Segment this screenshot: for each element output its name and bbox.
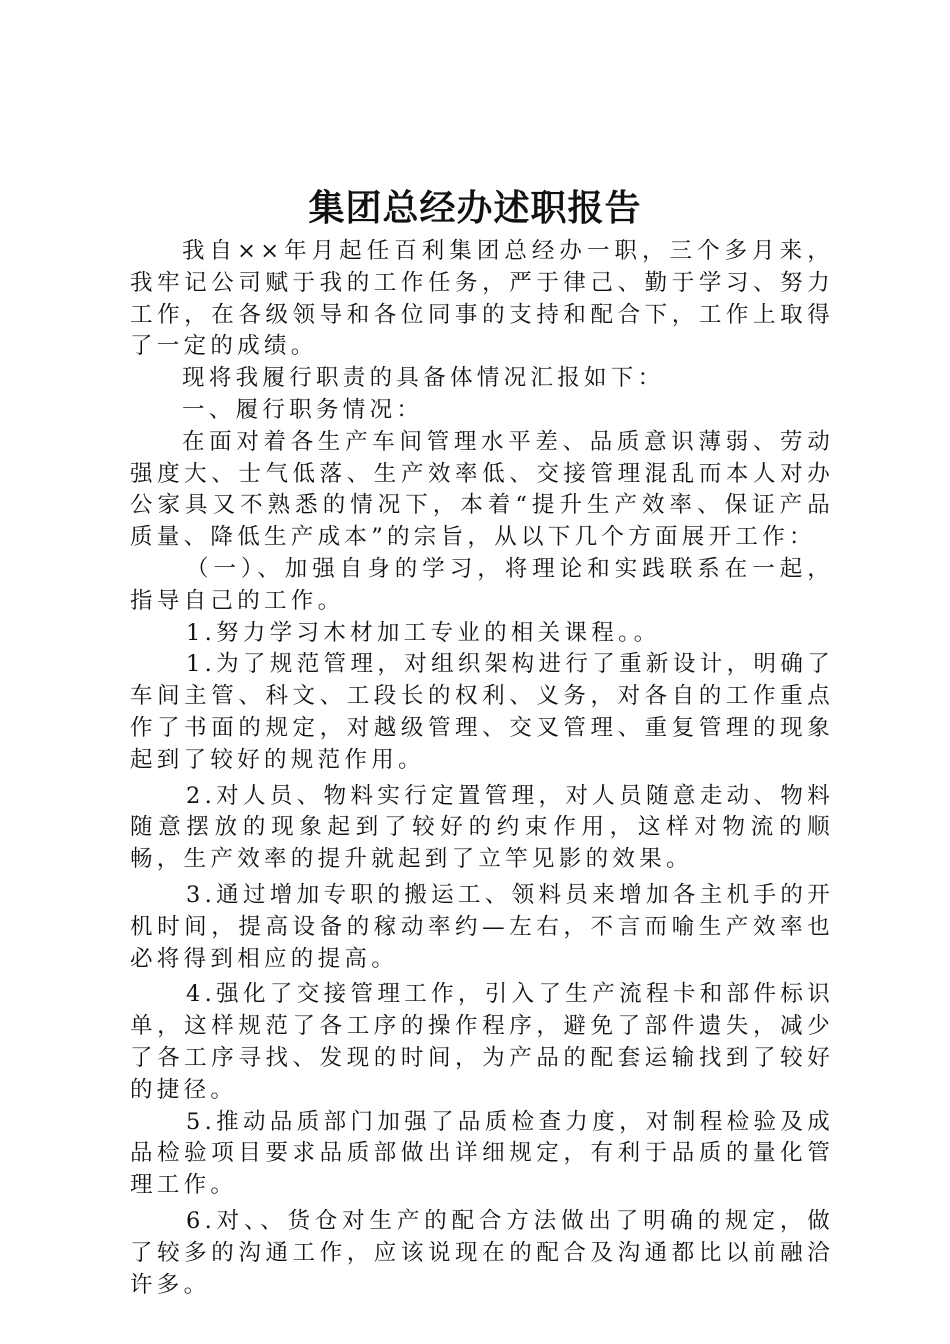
section-heading-duties: 一、履行职务情况： xyxy=(182,396,424,423)
paragraph-report-lead: 现将我履行职责的具备体情况汇报如下： xyxy=(182,365,665,392)
list-item-organization: 1.为了规范管理，对组织架构进行了重新设计，明确了车间主管、科文、工段长的权利、义务，对各自的工作重点作了书面的规定，对越级管理、交叉管理、重复管理的现象起到了较好的规范作用。 xyxy=(130,651,834,773)
list-item-warehouse-coordination: 6.对、、货仓对生产的配合方法做出了明确的规定，做了较多的沟通工作，应该说现在的配合及沟通都比以前融洽许多。 xyxy=(130,1207,834,1298)
document-title: 集团总经办述职报告 xyxy=(308,188,642,229)
subsection-heading-study: （一）、加强自身的学习，将理论和实践联系在一起，指导自己的工作。 xyxy=(130,555,834,614)
paragraph-situation: 在面对着各生产车间管理水平差、品质意识薄弱、劳动强度大、士气低落、生产效率低、交接管理混乱而本人对办公家具又不熟悉的情况下，本着“提升生产效率、保证产品质量、降低生产成本”的宗旨，从以下几个方面展开工作： xyxy=(130,428,834,551)
list-item-quality-inspection: 5.推动品质部门加强了品质检查力度，对制程检验及成品检验项目要求品质部做出详细规定，有利于品质的量化管理工作。 xyxy=(130,1108,834,1199)
list-item-study-courses: 1.努力学习木材加工专业的相关课程。。 xyxy=(186,619,661,646)
list-item-equipment-utilization: 3.通过增加专职的搬运工、领料员来增加各主机手的开机时间，提高设备的稼动率约—左右，不言而喻生产效率也必将得到相应的提高。 xyxy=(130,881,834,972)
list-item-placement-management: 2.对人员、物料实行定置管理，对人员随意走动、物料随意摆放的现象起到了较好的约束作用，这样对物流的顺畅，生产效率的提升就起到了立竿见影的效果。 xyxy=(130,782,834,873)
list-item-handover-management: 4.强化了交接管理工作，引入了生产流程卡和部件标识单，这样规范了各工序的操作程序，避免了部件遗失，减少了各工序寻找、发现的时间，为产品的配套运输找到了较好的捷径。 xyxy=(130,981,834,1103)
document-body xyxy=(130,236,834,1301)
paragraph-intro: 我自××年月起任百利集团总经办一职，三个多月来，我牢记公司赋于我的工作任务，严于律己、勤于学习、努力工作，在各级领导和各位同事的支持和配合下，工作上取得了一定的成绩。 xyxy=(130,238,834,360)
